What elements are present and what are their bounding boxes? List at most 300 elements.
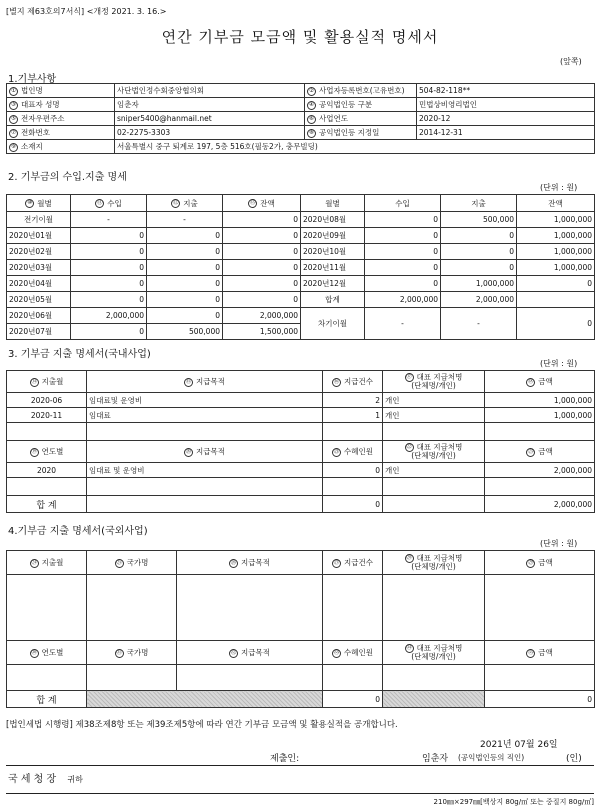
empty-cell xyxy=(7,575,87,641)
field-label-text: 전자우편주소 xyxy=(21,114,65,123)
expense-cell xyxy=(441,244,517,260)
payee-cell-text: 개인 xyxy=(385,410,400,420)
amount-cell xyxy=(485,393,595,408)
purpose-cell-text: 임대료 및 운영비 xyxy=(89,465,145,475)
item-number: ⑳ xyxy=(185,448,192,455)
header-amount-text: 금액 xyxy=(538,648,553,657)
header-beneficiaries-text: 수혜인원 xyxy=(344,447,373,456)
header-month xyxy=(7,551,87,575)
empty-cell xyxy=(87,665,177,691)
header-purpose xyxy=(87,371,323,393)
income-cell xyxy=(365,244,441,260)
submitter-line xyxy=(270,751,590,764)
income-cell xyxy=(365,260,441,276)
expense-cell-text: 0 xyxy=(509,247,514,256)
amount-cell xyxy=(485,408,595,423)
header-payee xyxy=(383,371,485,393)
total-row xyxy=(7,691,595,708)
month-cell-text: 2020년04월 xyxy=(9,279,53,288)
field-value-text: 민법상비영리법인 xyxy=(419,100,477,109)
header-amount xyxy=(485,441,595,463)
header-month-text: 지출월 xyxy=(41,558,64,567)
income-cell-text: 0 xyxy=(139,295,144,304)
header-beneficiaries xyxy=(323,441,383,463)
empty-cell xyxy=(323,478,383,496)
expense-cell xyxy=(147,276,223,292)
section-4-title: 4.기부금 지출 명세서(국외사업) xyxy=(8,526,148,537)
empty-cell xyxy=(383,496,485,513)
income-cell-text: 0 xyxy=(139,231,144,240)
empty-cell xyxy=(323,575,383,641)
data-row xyxy=(7,212,595,228)
header-purpose xyxy=(177,641,323,665)
field-label xyxy=(7,126,115,140)
total-count-text: 0 xyxy=(375,694,380,704)
header-month-text: 월별 xyxy=(325,198,340,208)
expense-cell-text: 0 xyxy=(215,231,220,240)
item-number: ⑰ xyxy=(406,374,412,380)
header-country xyxy=(87,641,177,665)
income-cell xyxy=(71,292,147,308)
data-row xyxy=(7,228,595,244)
income-cell xyxy=(71,276,147,292)
field-label-text: 소재지 xyxy=(21,142,43,151)
office-name: 국 세 청 장 xyxy=(8,774,57,785)
empty-cell xyxy=(177,575,323,641)
purpose-cell xyxy=(87,463,323,478)
field-value-text: 2020-12 xyxy=(419,114,451,123)
empty-cell xyxy=(87,423,323,441)
item-number: ⑤ xyxy=(9,115,18,124)
field-value xyxy=(417,98,595,112)
month-cell-text: 2020-06 xyxy=(30,395,63,405)
item-number: ㉒ xyxy=(406,444,412,450)
header-month-text: 지출월 xyxy=(41,377,64,386)
data-row xyxy=(7,393,595,408)
income-cell-text: 2,000,000 xyxy=(105,311,144,320)
month-cell-text: 2020-11 xyxy=(30,410,63,420)
month-cell xyxy=(7,324,71,340)
balance-cell xyxy=(517,308,595,340)
header-purpose xyxy=(87,441,323,463)
expense-cell-text: 0 xyxy=(215,279,220,288)
data-row xyxy=(7,463,595,478)
balance-cell xyxy=(517,276,595,292)
donation-info-table xyxy=(6,83,595,154)
legal-notice: [법인세법 시행령] 제38조제8항 또는 제39조제5항에 따라 연간 기부금 모금액 및 활용실적을 공개합니다. xyxy=(6,720,398,730)
header-purpose xyxy=(177,551,323,575)
item-number: ④ xyxy=(307,101,316,110)
header-amount-text: 금액 xyxy=(538,558,553,567)
expense-cell-text: 0 xyxy=(215,295,220,304)
income-cell xyxy=(365,228,441,244)
balance-cell-text: 0 xyxy=(293,247,298,256)
income-cell-text: 0 xyxy=(139,327,144,336)
month-cell xyxy=(7,292,71,308)
item-number: ⑮ xyxy=(185,378,192,385)
header-count-text: 지급건수 xyxy=(344,377,373,386)
empty-cell xyxy=(177,665,323,691)
income-cell-text: - xyxy=(107,215,110,224)
header-expense xyxy=(147,195,223,212)
income-cell-text: 0 xyxy=(139,263,144,272)
month-cell xyxy=(7,393,87,408)
expense-cell xyxy=(441,292,517,308)
shaded-cell xyxy=(383,691,485,708)
empty-cell xyxy=(323,423,383,441)
item-number: ㉗ xyxy=(333,559,340,566)
empty-cell xyxy=(323,665,383,691)
field-label-text: 전화번호 xyxy=(21,128,50,137)
field-value xyxy=(417,84,595,98)
header-row xyxy=(7,551,595,575)
balance-cell xyxy=(223,244,301,260)
balance-cell xyxy=(517,260,595,276)
item-number: ⑩ xyxy=(25,199,34,208)
total-amount-text: 0 xyxy=(587,694,592,704)
balance-cell xyxy=(223,228,301,244)
month-cell xyxy=(7,260,71,276)
paper-spec: 210㎜×297㎜[백상지 80g/㎡ 또는 중질지 80g/㎡] xyxy=(433,798,594,806)
field-label xyxy=(305,84,417,98)
expense-cell-text: 500,000 xyxy=(188,327,220,336)
expense-cell-text: - xyxy=(183,215,186,224)
expense-cell-text: 0 xyxy=(215,263,220,272)
item-number: ⑫ xyxy=(172,200,179,206)
form-number: [별지 제63호의7서식] <개정 2021. 3. 16.> xyxy=(6,7,167,16)
month-cell-text: 2020년11월 xyxy=(303,263,347,272)
year-cell-text: 2020 xyxy=(36,465,57,475)
empty-row xyxy=(7,665,595,691)
header-year-text: 연도별 xyxy=(41,447,64,456)
month-cell xyxy=(301,308,365,340)
empty-cell xyxy=(383,423,485,441)
header-count xyxy=(323,371,383,393)
recipient-office xyxy=(8,770,83,785)
beneficiaries-cell xyxy=(323,463,383,478)
total-count-text: 0 xyxy=(375,499,380,509)
beneficiaries-cell-text: 0 xyxy=(375,465,380,475)
item-number: ㉙ xyxy=(527,559,534,566)
total-count xyxy=(323,496,383,513)
total-row xyxy=(7,496,595,513)
empty-cell xyxy=(87,496,323,513)
field-value-text: 임춘자 xyxy=(117,100,139,109)
field-label xyxy=(7,140,115,154)
expense-cell xyxy=(441,212,517,228)
field-value-text: 2014-12-31 xyxy=(419,128,463,137)
data-row xyxy=(7,244,595,260)
amount-cell-text: 1,000,000 xyxy=(553,395,592,405)
field-label xyxy=(305,126,417,140)
field-label xyxy=(7,98,115,112)
empty-cell xyxy=(7,423,87,441)
expense-cell xyxy=(147,228,223,244)
header-row xyxy=(7,441,595,463)
info-row xyxy=(7,98,595,112)
total-label xyxy=(7,691,87,708)
month-cell-text: 전기이월 xyxy=(24,215,53,224)
header-income-text: 수입 xyxy=(395,198,410,208)
field-value xyxy=(115,140,595,154)
info-row xyxy=(7,112,595,126)
office-suffix: 귀하 xyxy=(67,775,83,784)
header-expense-text: 지출 xyxy=(183,198,198,208)
header-payee-subtext: (단체명/개인) xyxy=(411,451,456,460)
header-amount xyxy=(485,551,595,575)
total-amount xyxy=(485,496,595,513)
header-month xyxy=(301,195,365,212)
month-cell xyxy=(301,212,365,228)
payee-cell xyxy=(383,463,485,478)
balance-cell-text: 0 xyxy=(293,279,298,288)
seal-mark: (인) xyxy=(566,754,582,764)
balance-cell-text: 1,000,000 xyxy=(553,263,592,272)
expense-cell xyxy=(147,308,223,324)
item-number: ⑲ xyxy=(31,448,37,455)
item-number: ⑥ xyxy=(307,115,316,124)
empty-cell xyxy=(7,478,87,496)
income-cell-text: 0 xyxy=(433,263,438,272)
header-row xyxy=(7,195,595,212)
count-cell xyxy=(323,408,383,423)
header-income xyxy=(71,195,147,212)
expense-cell-text: 1,000,000 xyxy=(475,279,514,288)
info-row xyxy=(7,140,595,154)
field-label-text: 공익법인등 지정일 xyxy=(319,128,380,137)
month-cell xyxy=(7,308,71,324)
balance-cell-text: 2,000,000 xyxy=(259,311,298,320)
header-income xyxy=(365,195,441,212)
payee-cell xyxy=(383,408,485,423)
balance-cell xyxy=(223,260,301,276)
submitter-label: 제출인: xyxy=(270,754,300,764)
header-payee-text: 대표 지급처명 xyxy=(416,553,463,563)
income-cell xyxy=(71,324,147,340)
unit-label: (단위 : 원) xyxy=(540,539,578,548)
income-cell xyxy=(71,228,147,244)
data-row xyxy=(7,308,595,324)
payee-cell-text: 개인 xyxy=(385,395,400,405)
income-cell-text: - xyxy=(401,319,404,328)
info-row xyxy=(7,126,595,140)
balance-cell-text: 0 xyxy=(293,231,298,240)
count-cell-text: 2 xyxy=(375,395,380,405)
overseas-expense-table xyxy=(6,550,595,708)
income-cell-text: 0 xyxy=(433,247,438,256)
expense-cell-text: 2,000,000 xyxy=(475,295,514,304)
field-label-text: 법인명 xyxy=(21,86,43,95)
item-number: ㉜ xyxy=(230,649,237,656)
page-title: 연간 기부금 모금액 및 활용실적 명세서 xyxy=(161,28,439,46)
field-value xyxy=(115,84,305,98)
item-number: ⑦ xyxy=(9,129,18,138)
header-amount xyxy=(485,641,595,665)
item-number: ㉑ xyxy=(333,448,340,455)
front-side-label: (앞쪽) xyxy=(560,57,582,66)
header-year xyxy=(7,441,87,463)
month-cell xyxy=(301,292,365,308)
data-row xyxy=(7,276,595,292)
header-payee-text: 대표 지급처명 xyxy=(416,372,463,382)
count-cell-text: 1 xyxy=(375,410,380,420)
expense-cell xyxy=(441,308,517,340)
amount-cell-text: 2,000,000 xyxy=(553,465,592,475)
payee-cell-text: 개인 xyxy=(385,465,400,475)
month-cell xyxy=(7,408,87,423)
header-country-text: 국가명 xyxy=(126,558,149,567)
item-number: ㉔ xyxy=(31,559,37,566)
total-count xyxy=(323,691,383,708)
month-cell-text: 합계 xyxy=(325,295,340,304)
section-3-title: 3. 기부금 지출 명세서(국내사업) xyxy=(8,349,151,360)
balance-cell xyxy=(223,212,301,228)
balance-cell-text: 0 xyxy=(293,263,298,272)
submitter-name: 임춘자 xyxy=(422,754,449,764)
field-value-text: 02-2275-3303 xyxy=(117,128,171,137)
empty-cell xyxy=(87,575,177,641)
field-label-text: 사업연도 xyxy=(319,114,348,123)
item-number: ③ xyxy=(9,101,18,110)
divider xyxy=(6,793,594,794)
item-number: ⑪ xyxy=(96,200,103,206)
unit-label: (단위 : 원) xyxy=(540,183,578,192)
month-cell-text: 2020년08월 xyxy=(303,215,347,224)
month-cell-text: 차기이월 xyxy=(318,319,347,328)
header-expense-text: 지출 xyxy=(471,198,486,208)
item-number: ① xyxy=(9,87,18,96)
income-expense-table xyxy=(6,194,595,340)
domestic-expense-table xyxy=(6,370,595,513)
expense-cell-text: 0 xyxy=(509,231,514,240)
balance-cell-text: 1,000,000 xyxy=(553,231,592,240)
field-label-text: 대표자 성명 xyxy=(21,100,60,109)
balance-cell xyxy=(517,244,595,260)
income-cell-text: 2,000,000 xyxy=(399,295,438,304)
month-cell-text: 2020년02월 xyxy=(9,247,53,256)
expense-cell xyxy=(441,260,517,276)
field-label xyxy=(7,84,115,98)
header-year-text: 연도별 xyxy=(41,648,64,657)
header-amount xyxy=(485,371,595,393)
month-cell-text: 2020년12월 xyxy=(303,279,347,288)
count-cell xyxy=(323,393,383,408)
empty-cell xyxy=(383,575,485,641)
empty-cell xyxy=(383,478,485,496)
header-payee-subtext: (단체명/개인) xyxy=(411,381,456,390)
balance-cell-text: 0 xyxy=(587,279,592,288)
month-cell xyxy=(301,260,365,276)
balance-cell xyxy=(223,324,301,340)
month-cell-text: 2020년09월 xyxy=(303,231,347,240)
income-cell-text: 0 xyxy=(433,279,438,288)
balance-cell-text: 1,000,000 xyxy=(553,247,592,256)
header-purpose-text: 지급목적 xyxy=(196,447,225,456)
submission-date: 2021년 07월 26일 xyxy=(480,740,558,750)
income-cell xyxy=(365,292,441,308)
purpose-cell-text: 임대료 xyxy=(89,410,111,420)
header-payee-subtext: (단체명/개인) xyxy=(411,562,456,571)
field-value xyxy=(115,126,305,140)
balance-cell xyxy=(517,292,595,308)
item-number: ㉞ xyxy=(406,645,412,651)
header-beneficiaries xyxy=(323,641,383,665)
item-number: ㉘ xyxy=(406,555,412,561)
income-cell-text: 0 xyxy=(433,215,438,224)
empty-cell xyxy=(485,575,595,641)
field-value-text: 사단법인정수회중앙협의회 xyxy=(117,86,204,95)
header-balance-text: 잔액 xyxy=(548,198,563,208)
total-label xyxy=(7,496,87,513)
section-1-title: 1.기부사항 xyxy=(8,74,57,85)
income-cell xyxy=(71,308,147,324)
submitter-role: (공익법인등의 직인) xyxy=(458,753,525,762)
field-label-text: 공익법인등 구분 xyxy=(319,100,373,109)
purpose-cell xyxy=(87,408,323,423)
income-cell-text: 0 xyxy=(433,231,438,240)
field-value-text: sniper5400@hanmail.net xyxy=(117,114,212,123)
month-cell-text: 2020년05월 xyxy=(9,295,53,304)
expense-cell-text: - xyxy=(477,319,480,328)
month-cell xyxy=(301,276,365,292)
header-amount-text: 금액 xyxy=(538,377,553,386)
expense-cell xyxy=(147,324,223,340)
header-payee xyxy=(383,551,485,575)
expense-cell xyxy=(147,292,223,308)
balance-cell-text: 0 xyxy=(293,215,298,224)
header-count-text: 지급건수 xyxy=(344,558,373,567)
month-cell-text: 2020년01월 xyxy=(9,231,53,240)
field-value xyxy=(417,126,595,140)
header-income-text: 수입 xyxy=(107,198,122,208)
payee-cell xyxy=(383,393,485,408)
empty-cell xyxy=(485,423,595,441)
balance-cell xyxy=(223,308,301,324)
total-label-text: 합 계 xyxy=(36,500,57,511)
expense-cell-text: 0 xyxy=(215,247,220,256)
item-number: ㉕ xyxy=(116,559,122,566)
field-value-text: 서울특별시 중구 퇴계로 197, 5층 516호(필동2가, 충무빌딩) xyxy=(117,142,318,151)
item-number: ⑬ xyxy=(249,200,256,206)
item-number: ⑨ xyxy=(9,143,18,152)
balance-cell xyxy=(223,292,301,308)
header-purpose-text: 지급목적 xyxy=(241,648,270,657)
item-number: ㉚ xyxy=(31,649,37,656)
header-purpose-text: 지급목적 xyxy=(241,558,270,567)
income-cell xyxy=(365,212,441,228)
income-cell xyxy=(71,260,147,276)
header-expense xyxy=(441,195,517,212)
field-label-text: 사업자등록번호(고유번호) xyxy=(319,86,405,95)
header-beneficiaries-text: 수혜인원 xyxy=(344,648,373,657)
item-number: ⑧ xyxy=(307,129,316,138)
field-value-text: 504-82-118** xyxy=(419,86,471,95)
header-purpose-text: 지급목적 xyxy=(196,377,225,386)
header-payee xyxy=(383,641,485,665)
balance-cell xyxy=(517,228,595,244)
data-row xyxy=(7,408,595,423)
header-payee xyxy=(383,441,485,463)
header-month-text: 월별 xyxy=(37,198,52,208)
field-label xyxy=(305,112,417,126)
empty-cell xyxy=(485,665,595,691)
field-label xyxy=(7,112,115,126)
empty-cell xyxy=(87,478,323,496)
expense-cell-text: 0 xyxy=(509,263,514,272)
header-row xyxy=(7,371,595,393)
total-amount xyxy=(485,691,595,708)
expense-cell-text: 500,000 xyxy=(482,215,514,224)
